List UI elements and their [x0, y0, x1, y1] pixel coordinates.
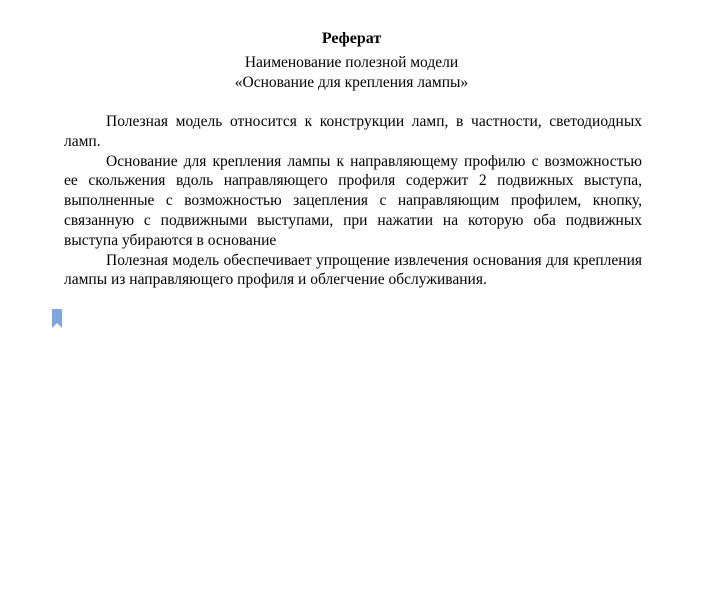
bookmark-shape [52, 309, 62, 328]
paragraph-3: Полезная модель обеспечивает упрощение извлечения основания для крепления лампы из направляющего профиля и облегчение обслуживания. [64, 251, 642, 289]
bookmark-icon[interactable] [52, 309, 62, 328]
subtitle-line-1: Наименование полезной модели [244, 54, 459, 71]
document-subtitle [0, 53, 703, 92]
paragraph-1: Полезная модель относится к конструкции ламп, в частности, светодиодных ламп. [64, 113, 642, 150]
subtitle-line-2: «Основание для крепления лампы» [234, 73, 469, 91]
document-body [64, 112, 642, 290]
document-title: Реферат [321, 30, 382, 47]
paragraph-2: Основание для крепления лампы к направляющему профилю с возможностью ее скольжения вдоль направляющего профиля содержит 2 подвижных выступа, выполненные с возможностью зацепления с направляющим профилем, кнопку, связанную с подвижными выступами, при нажатии на которую оба подвижных выступа убираются в основание [64, 152, 642, 249]
